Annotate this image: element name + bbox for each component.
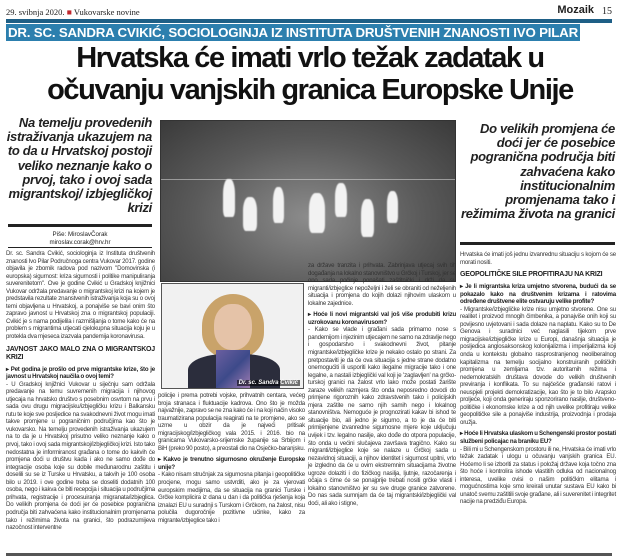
section-name: Mozaik [557,4,594,16]
article-column-3 [308,262,456,508]
subheading: JAVNOST JAKO MALO ZNA O MIGRANTSKOJ KRIZI [6,345,155,361]
figure [273,187,284,223]
paragraph: Hrvatska će imati još jednu izvanrednu situaciju s kojom će se morati nositi. [460,251,616,266]
interview-question: ▸ Hoće li novi migrantski val još više produbiti krizu uzrokovanu koronavirusom? [308,311,456,326]
figure [309,193,325,233]
author: Piše: MiroslavČorak [52,231,108,238]
divider [8,247,152,248]
footer-rule [6,553,612,556]
paragraph: za države tranzita i prihvata. Zabrinjava utjecaj svih tih događanja na lokalno stanovništvo u Grčkoj i Turskoj, jer se ono sada počinje ponašati zaštitnički i drži da su migranti/izbjeglice nepoželjni i želi se obraniti od neželjenih situacija i promjena do kojih dolazi njihovim ulaskom u lokalne zajednice. [308,262,456,307]
interview-question: ▸ Je li migrantska kriza umjetno stvorena, budući da se pokazalo kako na društvenim krizama i ratovima određene društvene elite ostvaruju velike profite? [460,283,616,306]
interview-question: ▸ Kakvo je trenutno sigurnosno okruženje Europske unije? [158,456,305,471]
portrait-face [214,304,252,350]
issue-date: 29. svibnja 2020. [6,7,65,17]
paragraph: - Bili mi u Schengenskom prostoru ili ne, Hrvatska će imati vrlo težak zadatak i ulogu u očuvanju vanjskih granica EU. Hoćemo li se izboriti za status i položaj države koja točno zna što hoće i kontrolira ishode vlastitih odluka od nacionalnog interesa, uvelike ovisi o našim političkim elitama i mogućnostima koje smo kreirali unutar sustava EU kako bi unatoč svemu zaštitili svoje građane, ali i suverenitet i integritet nacije na predziđu Europa. [460,445,616,506]
paragraph: policije i prema potrebi vojske, prihvatnih centara, većeg broja stranaca i fluktuacije kadrova. Ono što je možda najvažnije, zapravo se ne zna kako će i na koji način visoko traumatizirana populacija reagirati na te promjene, ako se uzme u obzir da je najveći pritisak migracijskog/izbjegličkog vala 2015. i 2016. bio na granicama Vukovarsko-srijemske županije sa Srbijom i BiH (preko 90 posto), a preostali dio na Osječko-baranjsku. [158,392,306,452]
newspaper-name: Vukovarske novine [73,7,140,17]
interview-question: ▸ Pet godina je prošlo od prve migrantske krize, što je javnost u Hrvatskoj naučila o ovoj temi? [6,365,155,381]
migrants-night-vision-photo [160,120,456,282]
figure [387,191,398,223]
divider [460,242,615,245]
paragraph: - Kako nisam stručnjak za sigurnosna pitanja i geopolitičke procjene, mogu samo ustvrditi, ako je za vjerovati europskim medijima, da se situacija na granici Turske i Grčke komplicira iz dana u dan i da politička rješenja koja iznalazi EU u suradnji s Turskom i Grčkom, na žalost, nisu polučila dugoročnije pozitivne učinke, kako za migrante/izbjeglice tako i [158,471,305,524]
subheading: GEOPOLITIČKE SILE PROFITIRAJU NA KRIZI [460,271,603,279]
kicker: DR. SC. SANDRA CVIKIĆ, SOCIOLOGINJA IZ INSTITUTA DRUŠTVENIH ZNANOSTI IVO PILAR [8,25,578,40]
pull-quote-right: Do velikih promjena će doći jer će posebice pogranična područja biti zahvaćena kako institucionalnim promjenama tako i režimima života na granici [460,121,615,222]
headline-line-1: Hrvatska će imati vrlo težak zadatak u [76,42,544,74]
paragraph: - Migrantske/izbjegličke krize nisu umjetno stvorene. One su realitet i proizvod mnogih čimbenika, a ponajviše onih koji su povijesno uvjetovani i sada dolaze na naplatu. Kako su to De Genova i suradnici već naglasili tijekom prve migracijske/izbjegličke krize u Europi, današnja situacija je posljedica anglosaksonskog kolonijalizma i imperijalizma koji onda u kontekstu globalno rasprostranjenog neoliberalnog kapitalizma na temelju socijalno konstruiranih političkih promjena u zemljama tzv. autoritarnih režima i nedemokratskih društava dovode do velikih društvenih previranja i konflikata. To su najčešće građanski ratovi i neuspjeli projekti demokratizacije, kao što je to bilo Arapsko proljeće, koji onda generiraju sponzorirano nasilje, društveno-političke i ekonomske krize a od njih uvelike profitiraju velike geopolitičke sile a ponajviše industrija, proizvodnja i prodaja oružja. [460,305,616,426]
fence-line [161,179,455,180]
header-rule [6,19,612,23]
article-column-4 [460,251,616,506]
article-column-2 [158,392,305,524]
headline-line-2: očuvanju vanjskih granica Europske Unije [47,74,573,106]
interview-question: ▸ Hoće li Hrvatska ulaskom u Schengenski prostor postati službeni policajac na braniku EU? [460,430,616,446]
figure [223,179,235,217]
author-email[interactable]: miroslav.corak@hrv.hr [49,239,111,246]
figure [335,183,347,217]
masthead [6,4,612,18]
bullet-icon: ■ [66,7,72,17]
paragraph: - Kako se vlade i građani sada primarno nose s pandemijom i njezinim utjecajem ne samo na zdravlje nego i gospodarstvo i svakodnevni život, pitanje migrantske/izbjegličke krize je nekako ostalo po strani. Za pretpostaviti je da će ova situacija s jedne strane dodatno onemogućiti ili usporiti kako ilegalne migracije tako i one legalne, a nastali izbjeglički val koji je 'zaglavljen' na grčko-turskoj granici na žalost vrlo lako može postati žarište zaraze velikih razmjera što onda neposredno dovodi do primjene rigoroznih kako zdravstvenih tako i policijskih mjera zaštite ne samo njih samih nego i lokalnog stanovništva. Nemoguće je prognozirati kakav bi ishod te situacije bio, ali jedno je sigurno, a to je da će biti primijenjene izvanredne sigurnosne mjere koje uključuju uvijek i tzv. legalno nasilje, ako dođe do otpora populacije, što onda u većini slučajeva završava tragično. Kako su migranti/izbjeglice koje se nalaze u Grčkoj sada u nezavidnoj situaciji, a njihov identitet i sigurnost upitni, vrlo je izgledno da će u ovim ekstremnim situacijama životne ugroze dolaziti i do fizičkog nasilja, ljutnje, razočarenja i očaja s čime će se ponajprije trebati nositi grčke vlasti i lokalno stanovništvo jer su sve druge granice zatvorene. Do nas sada sumnjam da će taj migrantski/izbjeglički val doći, ali ako i stigne, [308,326,456,507]
pull-quote-left: Na temelju provedenih istraživanja ukazujem na to da u Hrvatskoj postoji veliko neznanje kako o prvoj, tako i ovoj sada migrantskoj/ izbjegličkoj krizi [6,115,152,216]
paragraph: - U Gradskoj knjižnici Vukovar u siječnju sam održala predavanje na temu suvremenih migracija i njihovog utjecaja na hrvatsko društvo s posebnim osvrtom na prvu i sada ovu drugu migracijsku/izbjegličku krizu i Balkansku rutu te koje sve posljedice na svakodnevni život mogu imati takve promjene u pograničnim područjima kao što je vukovarsko. Na temelju provedenih istraživanja ukazujem na to da je u Hrvatskoj prisutno veliko neznanje kako o prvoj, tako i ovoj sada migrantskoj/izbjegličkoj krizi. Isto tako nedostatna je informiranost građana o tome do kakvih će promjena doći u društvu kada i ako ne samo dođe do integracije osoba koje su dobile međunarodnu zaštitu i doselili su se iz Turske u Hrvatsku, a takvih je 100 osoba bilo u 2019. i ove godine treba se doseliti dodatnih 100 osoba, nego i kakva će biti recepcija i situacija u područjima prihvata, registracije i procesuiranja migranata/izbjeglica. Do velikih promjena će doći jer će posebice pogranična područja biti zahvaćena kako institucionalnim promjenama tako i režimima života na granici, što podrazumijeva nazočnost interventne [6,380,155,532]
masthead-date-line [6,7,140,17]
divider [8,224,152,227]
paragraph: Dr. sc. Sandra Cvikić, sociologinja iz Instituta društvenih znanosti Ivo Pilar Područnoga centra Vukovar 2017. godine objavila je zbornik radova pod nazivom "Domovinska (i europska) sigurnost: kriza sigurnosti i politike manipuliranja suverenitetom". Ove je godine Cvikić u Gradskoj knjižnici Vukovar održala predavanje o migrantskoj krizi na kojem je predstavila rezultate znanstvenih istraživanja koja su o ovoj temi objavljena u Hrvatskoj, a ponajviše se bavi onim što zapravo javnost u Hrvatskoj zna o migrantskoj populaciji. Cvikić je s nama podijelila i razmišljanja o tome kako će na problem s migrantima utjecati cjelokupna situacija koju je u protekla dva mjeseca izazvala pandemija koronavirusa. [6,250,155,341]
portrait-photo [161,283,304,389]
photo-caption: Dr. sc. Sandra Cvikić [238,380,298,386]
figure [361,199,374,237]
page-number: 15 [602,6,612,17]
article-column-1 [6,250,155,532]
headline [0,42,620,106]
byline [6,231,154,247]
figure [243,197,257,231]
